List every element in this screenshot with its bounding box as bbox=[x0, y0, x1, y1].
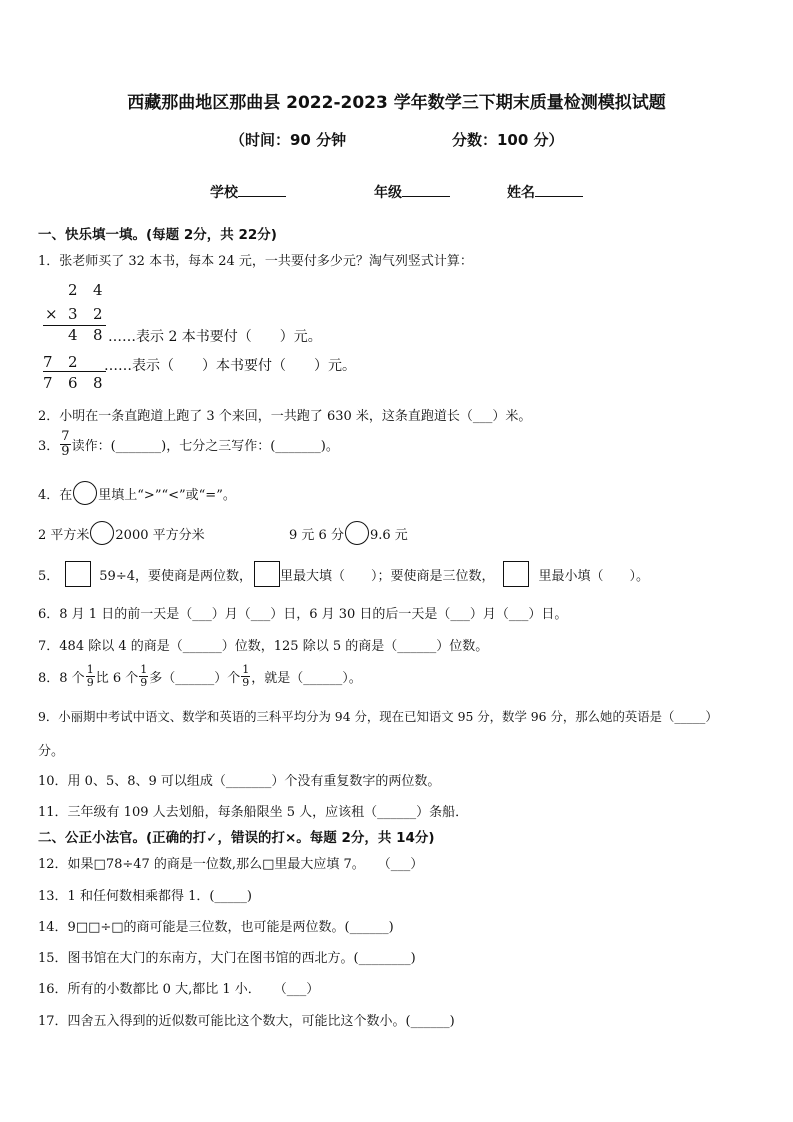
q3-number: 3． bbox=[38, 439, 60, 454]
q12-text: 12．如果□78÷47 的商是一位数,那么□里最大应填 7。 （___） bbox=[38, 857, 424, 872]
vm-digit: 8 bbox=[93, 374, 103, 392]
q1-text: 1．张老师买了 32 本书，每本 24 元，一共要付多少元？淘气列竖式计算： bbox=[38, 254, 473, 269]
grade-label: 年级 bbox=[374, 185, 402, 201]
vm-digit: 2 bbox=[68, 281, 78, 299]
q8-text-c: 多（______）个 bbox=[149, 671, 241, 686]
q4-compare-2 bbox=[289, 521, 408, 545]
q10-text: 10．用 0、5、8、9 可以组成（_______）个没有重复数字的两位数。 bbox=[38, 774, 441, 789]
q4-left: 9 元 6 分 bbox=[289, 527, 344, 543]
circle-icon bbox=[73, 481, 97, 505]
q9-text-end: 分。 bbox=[38, 744, 65, 759]
q7-text: 7．484 除以 4 的商是（______）位数，125 除以 5 的商是（______）位数。 bbox=[38, 639, 489, 654]
fraction-numerator: 1 bbox=[86, 663, 94, 676]
q4-right: 9.6 元 bbox=[369, 527, 408, 543]
fraction-numerator: 7 bbox=[61, 429, 70, 444]
square-box[interactable] bbox=[503, 561, 529, 587]
vm-digit: 2 bbox=[93, 305, 103, 323]
q5-text-a: 59÷4，要使商是两位数， bbox=[99, 568, 252, 584]
q4-right: 2000 平方分米 bbox=[115, 527, 205, 543]
square-box[interactable] bbox=[65, 561, 91, 587]
q8 bbox=[38, 664, 362, 689]
fraction bbox=[60, 430, 70, 459]
q4-text-b: 里填上“>”“<”或“=”。 bbox=[98, 487, 236, 503]
q1-row4-note: ……表示（ ）本书要付（ ）元。 bbox=[104, 358, 356, 374]
vm-digit: 7 bbox=[43, 353, 53, 371]
q5-text-c: 里最小填（ ）。 bbox=[538, 568, 650, 584]
name-label: 姓名 bbox=[507, 185, 535, 201]
q13-text: 13．1 和任何数相乘都得 1．(_____) bbox=[38, 889, 252, 904]
q4-left: 2 平方米 bbox=[38, 527, 90, 543]
exam-score: 分数：100 分） bbox=[452, 131, 564, 149]
q1-row3-note: ……表示 2 本书要付（ ）元。 bbox=[108, 329, 322, 345]
q8-text-d: ，就是（______）。 bbox=[251, 671, 362, 686]
vm-rule bbox=[43, 371, 106, 372]
q2-text: 2．小明在一条直跑道上跑了 3 个来回，一共跑了 630 米，这条直跑道长（___）米。 bbox=[38, 409, 532, 424]
q11-text: 11．三年级有 109 人去划船，每条船限坐 5 人，应该租（______）条船． bbox=[38, 805, 469, 820]
q5-number: 5． bbox=[38, 568, 60, 584]
exam-time: （时间：90 分钟 bbox=[230, 131, 347, 149]
vm-digit: 4 bbox=[68, 326, 78, 344]
q14-text: 14．9□□÷□的商可能是三位数，也可能是两位数。(______) bbox=[38, 920, 394, 935]
grade-field[interactable] bbox=[374, 182, 450, 202]
vm-digit: 2 bbox=[68, 353, 78, 371]
name-blank[interactable] bbox=[535, 182, 583, 197]
page-title: 西藏那曲地区那曲县 2022-2023 学年数学三下期末质量检测模拟试题 bbox=[127, 93, 666, 113]
fraction-denominator: 9 bbox=[86, 676, 94, 689]
fraction bbox=[86, 664, 95, 689]
school-label: 学校 bbox=[210, 185, 238, 201]
fraction-numerator: 1 bbox=[242, 663, 250, 676]
q17-text: 17．四舍五入得到的近似数可能比这个数大，可能比这个数小。(______) bbox=[38, 1014, 455, 1029]
vm-digit: 4 bbox=[93, 281, 103, 299]
fraction-denominator: 9 bbox=[61, 444, 70, 459]
vm-digit: 8 bbox=[93, 326, 103, 344]
name-field[interactable] bbox=[507, 182, 583, 202]
compare-circle[interactable] bbox=[345, 521, 369, 545]
fraction-denominator: 9 bbox=[140, 676, 148, 689]
grade-blank[interactable] bbox=[402, 182, 450, 197]
q16-text: 16．所有的小数都比 0 大,都比 1 小． （___） bbox=[38, 982, 320, 997]
fraction-denominator: 9 bbox=[242, 676, 250, 689]
section2-heading: 二、公正小法官。(正确的打✓，错误的打×。每题 2分，共 14分) bbox=[38, 830, 435, 846]
section1-heading: 一、快乐填一填。(每题 2分，共 22分) bbox=[38, 227, 277, 243]
q8-text-b: 比 6 个 bbox=[95, 671, 139, 686]
school-field[interactable] bbox=[210, 182, 286, 202]
vm-digit: 3 bbox=[68, 305, 78, 323]
vm-digit: 6 bbox=[68, 374, 78, 392]
school-blank[interactable] bbox=[238, 182, 286, 197]
q8-text-a: 8．8 个 bbox=[38, 671, 85, 686]
q6-text: 6．8 月 1 日的前一天是（___）月（___）日，6 月 30 日的后一天是（___）月（___）日。 bbox=[38, 607, 568, 622]
q15-text: 15．图书馆在大门的东南方，大门在图书馆的西北方。(________) bbox=[38, 951, 416, 966]
q4-instruction bbox=[38, 481, 236, 505]
q4-compare-1 bbox=[38, 521, 205, 545]
fraction-numerator: 1 bbox=[140, 663, 148, 676]
q5 bbox=[38, 561, 649, 587]
fraction bbox=[139, 664, 148, 689]
compare-circle[interactable] bbox=[90, 521, 114, 545]
q4-text-a: 4．在 bbox=[38, 487, 73, 503]
square-box[interactable] bbox=[254, 561, 280, 587]
q3-text: 读作：(_______)，七分之三写作：(_______)。 bbox=[71, 439, 339, 454]
vm-digit: 7 bbox=[43, 374, 53, 392]
fraction bbox=[241, 664, 250, 689]
q3 bbox=[38, 430, 339, 459]
q5-text-b: 里最大填（ ）；要使商是三位数， bbox=[280, 568, 495, 584]
q9-text: 9．小丽期中考试中语文、数学和英语的三科平均分为 94 分，现在已知语文 95 分，数学 96 分，那么她的英语是（_____） bbox=[38, 709, 718, 724]
vm-times-sign: × bbox=[45, 305, 58, 323]
